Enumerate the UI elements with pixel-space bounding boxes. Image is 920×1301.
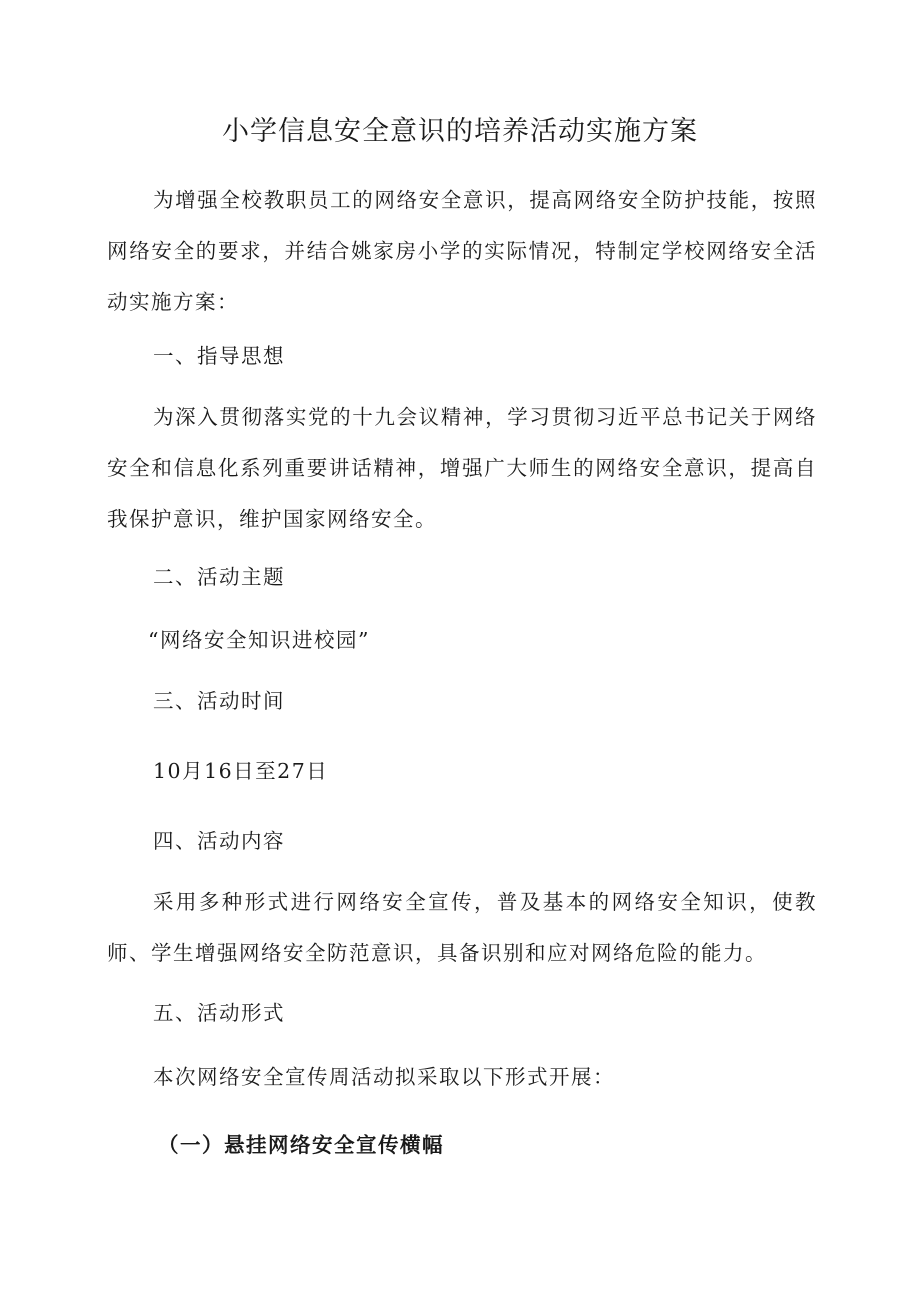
section-heading-guiding-ideology: 一、指导思想 bbox=[153, 344, 285, 368]
section-heading-activity-time: 三、活动时间 bbox=[153, 689, 285, 713]
activity-time-text: 10月16日至27日 bbox=[153, 759, 329, 783]
document-title: 小学信息安全意识的培养活动实施方案 bbox=[222, 116, 698, 147]
subheading-banner: （一）悬挂网络安全宣传横幅 bbox=[158, 1133, 444, 1157]
activity-form-intro: 本次网络安全宣传周活动拟采取以下形式开展： bbox=[153, 1065, 615, 1089]
section-heading-activity-form: 五、活动形式 bbox=[153, 1001, 285, 1025]
activity-content-paragraph: 采用多种形式进行网络安全宣传，普及基本的网络安全知识，使教师、学生增强网络安全防范意识，具备识别和应对网络危险的能力。 bbox=[107, 890, 817, 965]
intro-paragraph: 为增强全校教职员工的网络安全意识，提高网络安全防护技能，按照网络安全的要求，并结合姚家房小学的实际情况，特制定学校网络安全活动实施方案： bbox=[107, 188, 817, 314]
activity-theme-text: “网络安全知识进校园” bbox=[148, 628, 370, 652]
section-heading-activity-content: 四、活动内容 bbox=[153, 829, 285, 853]
guiding-ideology-paragraph: 为深入贯彻落实党的十九会议精神，学习贯彻习近平总书记关于网络安全和信息化系列重要讲话精神，增强广大师生的网络安全意识，提高自我保护意识，维护国家网络安全。 bbox=[107, 405, 817, 531]
section-heading-activity-theme: 二、活动主题 bbox=[153, 565, 285, 589]
